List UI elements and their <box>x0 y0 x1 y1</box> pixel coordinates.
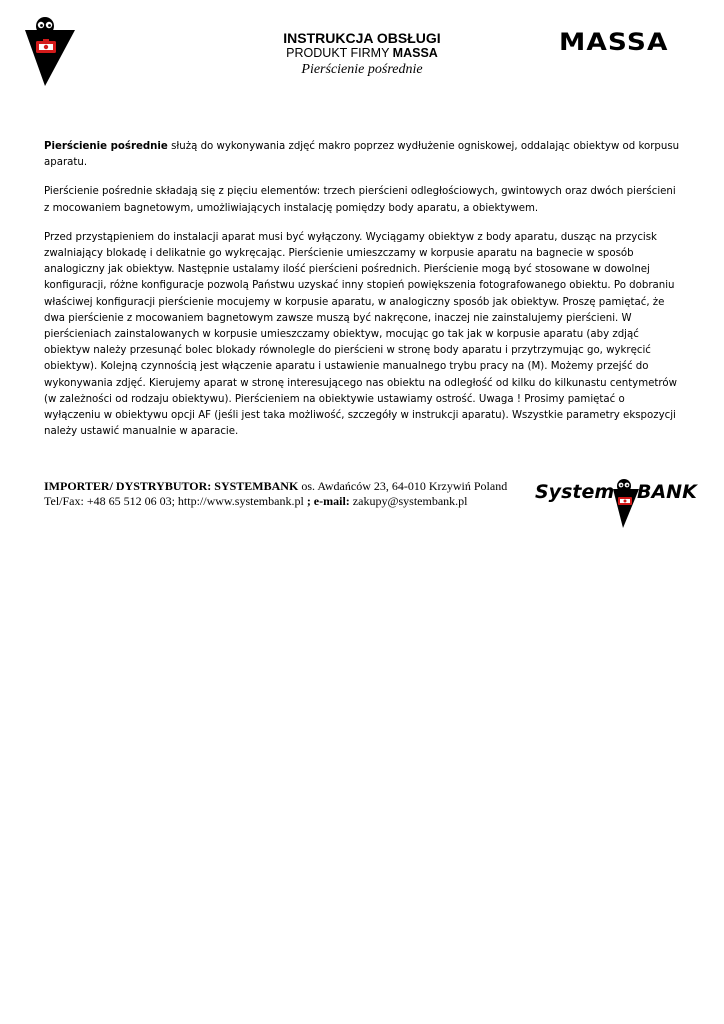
paragraph-intro <box>44 139 680 171</box>
importer-label: IMPORTER/ DYSTRYBUTOR: SYSTEMBANK <box>44 479 299 493</box>
paragraph-instructions: Przed przystąpieniem do instalacji aparat musi być wyłączony. Wyciągamy obiektyw z body aparatu, dusząc na przycisk zwalniający blokadę i delikatnie go wykręcając. Pierścienie umieszczamy w korpusie aparatu na bagnecie w sposób analogiczny jak obiektyw. Następnie ustalamy ilość pierścieni pośrednich. Pierścienie mogą być stosowane w dowolnej konfiguracji, różne konfiguracje pozwolą Państwu uzyskać inny stopień powiększenia fotografowanego obiektu. Po dobraniu właściwej konfiguracji pierścienie mocujemy w korpusie aparatu, w analogiczny sposób jak obiektyw. Proszę pamiętać, że dwa pierścienie z mocowaniem bagnetowym zawsze muszą być nakręcone, inaczej nie zainstalujemy pierścieni. W pierścieniach zainstalowanych w korpusie umieszczamy obiektyw, mocując go tak jak w korpusie aparatu (aby zdjąć obiektyw należy przesunąć bolec blokady równolegle do pierścieni w stronę body aparatu i przytrzymując go, wykręcić obiektyw). Kolejną czynnością jest włączenie aparatu i ustawienie manualnego trybu pracy na (M). Możemy przejść do wykonywania zdjęć. Kierujemy aparat w stronę interesującego nas obiektu na odległość od kilku do kilkunastu centymetrów (w zależności od rodzaju obiektywu). Pierścieniem na obiektywie ustawiamy ostrość. Uwaga ! Prosimy pamiętać o wyłączeniu w obiektywu opcji AF (jeśli jest taka możliwość, szczegóły w instrukcji aparatu). Wszystkie parametry ekspozycji należy ustawić manualnie w aparacie. <box>44 231 677 438</box>
subtitle-brand: MASSA <box>392 46 438 60</box>
email-address: zakupy@systembank.pl <box>349 493 468 508</box>
email-label: ; e-mail: <box>303 493 350 508</box>
document-subtitle <box>240 46 484 61</box>
intro-bold-term: Pierścienie pośrednie <box>44 141 168 152</box>
importer-line <box>44 479 534 494</box>
importer-address: os. Awdańców 23, 64-010 Krzywiń Poland <box>298 479 508 493</box>
product-name: Pierścienie pośrednie <box>301 62 423 77</box>
intro-text: służą do wykonywania zdjęć makro poprzez wydłużenie ogniskowej, oddalając obiektyw od korpusu aparatu. <box>44 141 680 169</box>
massa-brand-logo: MASSA <box>559 28 669 56</box>
systembank-logo-system: System <box>535 481 615 503</box>
systembank-logo-bank: BANK <box>637 481 697 503</box>
importer-footer <box>44 479 534 508</box>
instruction-body <box>44 139 680 453</box>
paragraph-components: Pierścienie pośrednie składają się z pięciu elementów: trzech pierścieni odległościowych, gwintowych oraz dwóch pierścieni z mocowaniem bagnetowym, umożliwiających instalację pomiędzy body aparatu, a obiektywem. <box>44 186 676 214</box>
document-title: INSTRUKCJA OBSŁUGI <box>283 30 441 46</box>
contact-line <box>44 494 534 509</box>
systembank-logo <box>535 476 711 530</box>
massa-mascot-logo <box>25 16 75 86</box>
subtitle-prefix: PRODUKT FIRMY <box>286 46 393 60</box>
contact-phone-web: Tel/Fax: +48 65 512 06 03; http://www.systembank.pl <box>44 493 304 508</box>
document-header <box>240 31 484 78</box>
systembank-mascot-icon <box>613 478 639 528</box>
